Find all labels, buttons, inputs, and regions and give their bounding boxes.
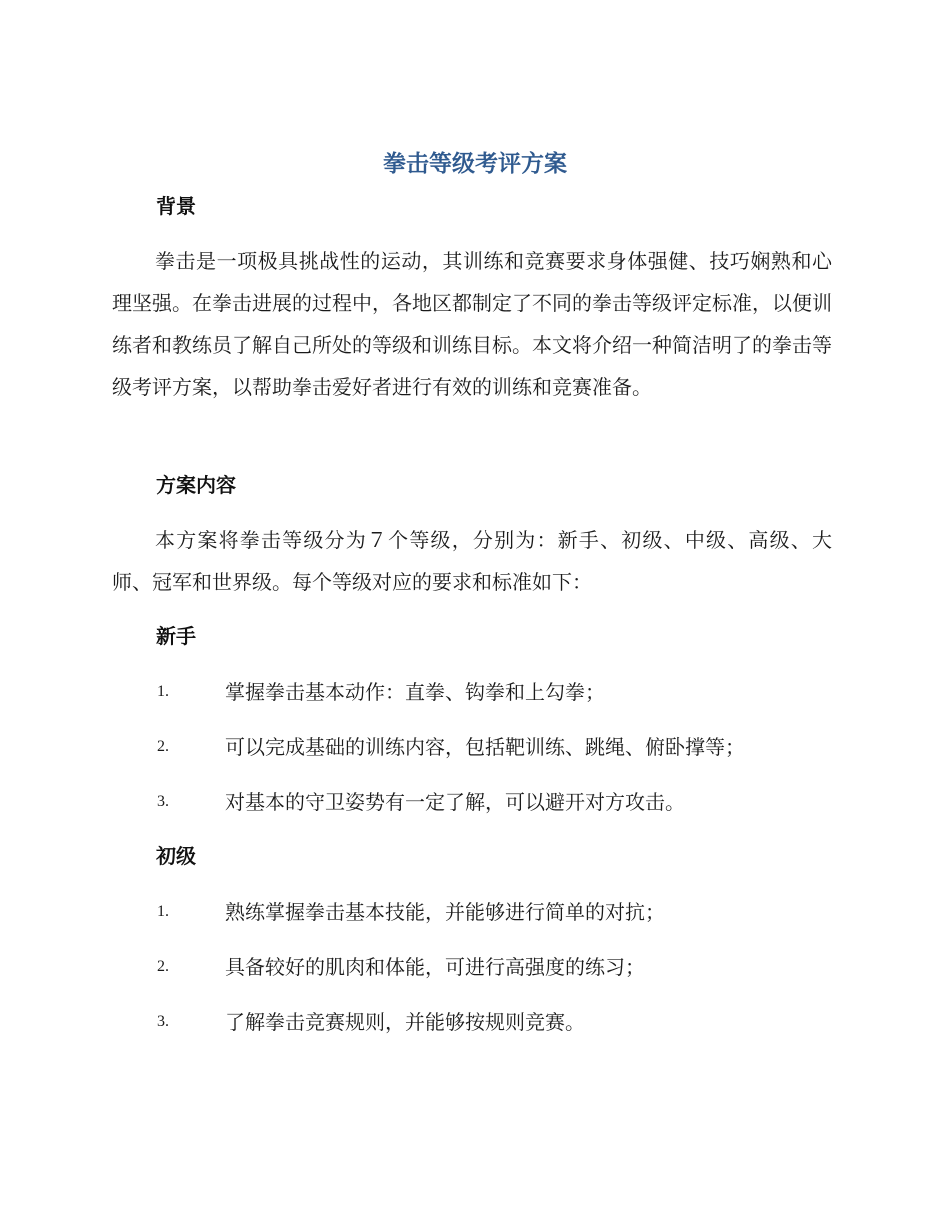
list-item: [112, 677, 832, 707]
section-heading-content: 方案内容: [156, 473, 236, 497]
list-item-text: 对基本的守卫姿势有一定了解，可以避开对方攻击。: [225, 790, 685, 814]
list-item: [112, 787, 832, 817]
list-item-number: 1.: [157, 903, 169, 920]
list-item: [112, 952, 832, 982]
document-title: 拳击等级考评方案: [383, 151, 567, 177]
list-item-number: 1.: [157, 683, 169, 700]
list-item-text: 具备较好的肌肉和体能，可进行高强度的练习；: [225, 955, 645, 979]
list-item-number: 3.: [157, 1013, 169, 1030]
list-item-text: 熟练掌握拳击基本技能，并能够进行简单的对抗；: [225, 900, 665, 924]
list-item: [112, 1007, 832, 1037]
list-item-text: 可以完成基础的训练内容，包括靶训练、跳绳、俯卧撑等；: [225, 735, 745, 759]
list-item-text: 了解拳击竞赛规则，并能够按规则竞赛。: [225, 1010, 585, 1034]
list-item-text: 掌握拳击基本动作：直拳、钩拳和上勾拳；: [225, 680, 605, 704]
list-item-number: 3.: [157, 793, 169, 810]
background-paragraph: 拳击是一项极具挑战性的运动，其训练和竞赛要求身体强健、技巧娴熟和心理坚强。在拳击进展的过程中，各地区都制定了不同的拳击等级评定标准，以便训练者和教练员了解自己所处的等级和训练目标。本文将介绍一种简洁明了的拳击等级考评方案，以帮助拳击爱好者进行有效的训练和竞赛准备。: [112, 249, 832, 399]
list-item-number: 2.: [157, 738, 169, 755]
list-item: [112, 897, 832, 927]
section-heading-novice: 新手: [156, 624, 196, 648]
content-paragraph: 本方案将拳击等级分为７个等级，分别为：新手、初级、中级、高级、大师、冠军和世界级。每个等级对应的要求和标准如下：: [112, 528, 832, 594]
list-item-number: 2.: [157, 958, 169, 975]
section-heading-background: 背景: [156, 194, 196, 218]
list-item: [112, 732, 832, 762]
section-heading-beginner: 初级: [156, 844, 196, 868]
